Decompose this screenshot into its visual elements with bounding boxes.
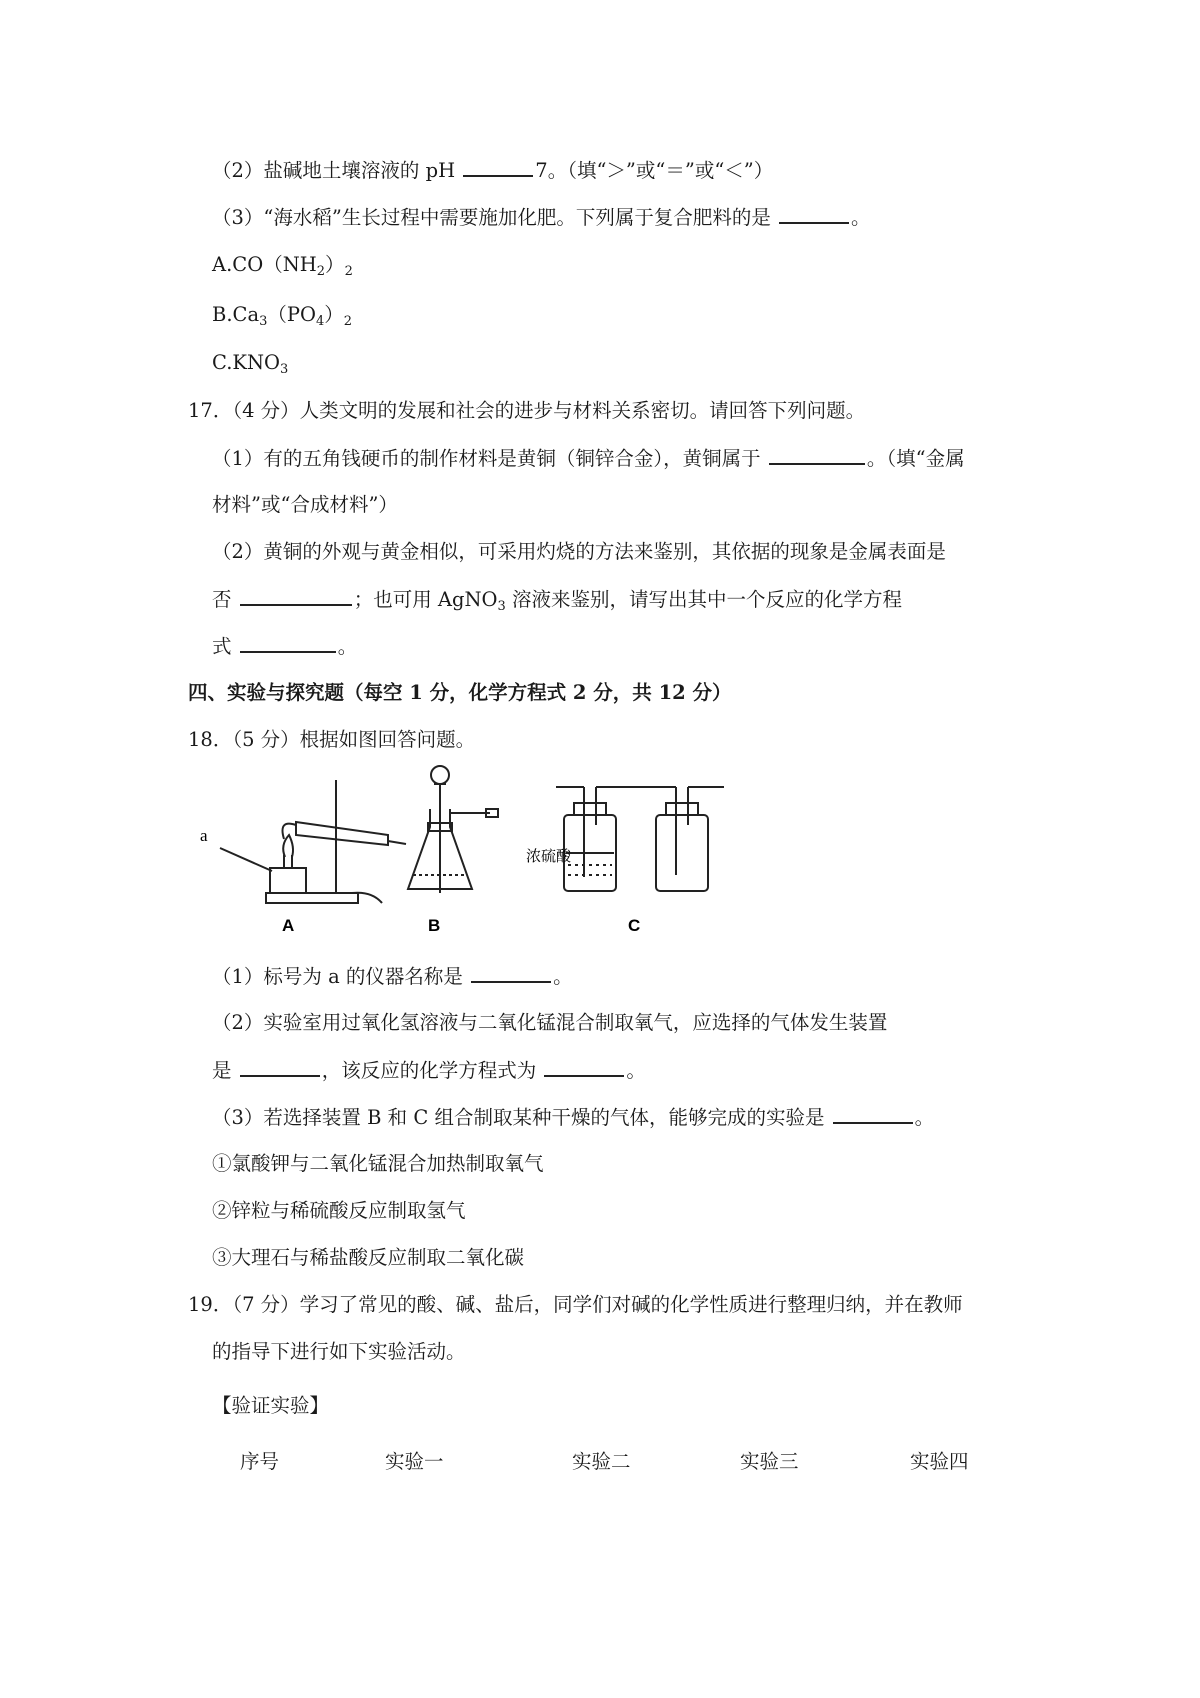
section-4-heading: 四、实验与探究题（每空 1 分，化学方程式 2 分，共 12 分） bbox=[188, 681, 732, 704]
answer-blank[interactable] bbox=[240, 1057, 320, 1077]
q18-part2-line2: 是 ，该反应的化学方程式为 。 bbox=[212, 1059, 646, 1082]
caption-b: B bbox=[428, 916, 441, 935]
table-header-exp4: 实验四 bbox=[910, 1450, 969, 1473]
apparatus-figure bbox=[200, 765, 800, 940]
answer-blank[interactable] bbox=[240, 586, 352, 606]
answer-blank[interactable] bbox=[463, 157, 533, 177]
apparatus-c-drawing bbox=[556, 787, 724, 891]
q19-stem-line2: 的指导下进行如下实验活动。 bbox=[212, 1340, 466, 1363]
label-a: a bbox=[200, 826, 208, 845]
answer-blank[interactable] bbox=[240, 633, 336, 653]
q17-part2-line1: （2）黄铜的外观与黄金相似，可采用灼烧的方法来鉴别，其依据的现象是金属表面是 bbox=[212, 540, 946, 563]
q17-part1-line1: （1）有的五角钱硬币的制作材料是黄铜（铜锌合金），黄铜属于 。（填“金属 bbox=[212, 447, 965, 470]
table-header-exp2: 实验二 bbox=[572, 1450, 631, 1473]
q18-part2-line1: （2）实验室用过氧化氢溶液与二氧化锰混合制取氧气，应选择的气体发生装置 bbox=[212, 1011, 888, 1034]
answer-blank[interactable] bbox=[779, 204, 849, 224]
caption-c: C bbox=[628, 916, 641, 935]
table-header-exp1: 实验一 bbox=[385, 1450, 444, 1473]
q18-option-1: ①氯酸钾与二氧化锰混合加热制取氧气 bbox=[212, 1152, 544, 1175]
q18-part1: （1）标号为 a 的仪器名称是 。 bbox=[212, 965, 573, 988]
q17-stem: 17．（4 分）人类文明的发展和社会的进步与材料关系密切。请回答下列问题。 bbox=[188, 399, 866, 422]
answer-blank[interactable] bbox=[769, 445, 865, 465]
caption-a: A bbox=[282, 916, 295, 935]
answer-blank[interactable] bbox=[833, 1104, 913, 1124]
q16-option-c: $C.KNO_3$ bbox=[212, 351, 289, 377]
q17-part2-line2: 否 ；也可用 AgNO$_3$ 溶液来鉴别，请写出其中一个反应的化学方程 bbox=[212, 588, 903, 614]
q19-stem-line1: 19．（7 分）学习了常见的酸、碱、盐后，同学们对碱的化学性质进行整理归纳，并在教师 bbox=[188, 1293, 963, 1316]
q17-part1-line2: 材料”或“合成材料”） bbox=[212, 493, 398, 516]
apparatus-b-drawing bbox=[408, 766, 498, 893]
q18-option-3: ③大理石与稀盐酸反应制取二氧化碳 bbox=[212, 1246, 525, 1269]
q18-part3: （3）若选择装置 B 和 C 组合制取某种干燥的气体，能够完成的实验是 。 bbox=[212, 1106, 935, 1129]
q16-part2: （2）盐碱地土壤溶液的 pH 7。（填“＞”或“＝”或“＜”） bbox=[212, 159, 774, 182]
table-header-number: 序号 bbox=[240, 1450, 280, 1473]
q18-stem: 18．（5 分）根据如图回答问题。 bbox=[188, 728, 476, 751]
label-concentrated-sulfuric-acid: 浓硫酸 bbox=[526, 848, 572, 865]
answer-blank[interactable] bbox=[544, 1057, 624, 1077]
q16-option-b: $B.Ca_3(PO_4)_2$ bbox=[212, 303, 353, 329]
answer-blank[interactable] bbox=[471, 963, 551, 983]
verification-experiment-tag: 【验证实验】 bbox=[212, 1394, 330, 1417]
q16-part3: （3）“海水稻”生长过程中需要施加化肥。下列属于复合肥料的是 。 bbox=[212, 206, 871, 229]
q18-option-2: ②锌粒与稀硫酸反应制取氢气 bbox=[212, 1199, 466, 1222]
q17-part2-line3: 式 。 bbox=[212, 635, 358, 658]
table-header-exp3: 实验三 bbox=[740, 1450, 799, 1473]
apparatus-a-drawing bbox=[220, 780, 406, 903]
q16-option-a: $A.CO(NH_2)_2$ bbox=[212, 253, 353, 279]
